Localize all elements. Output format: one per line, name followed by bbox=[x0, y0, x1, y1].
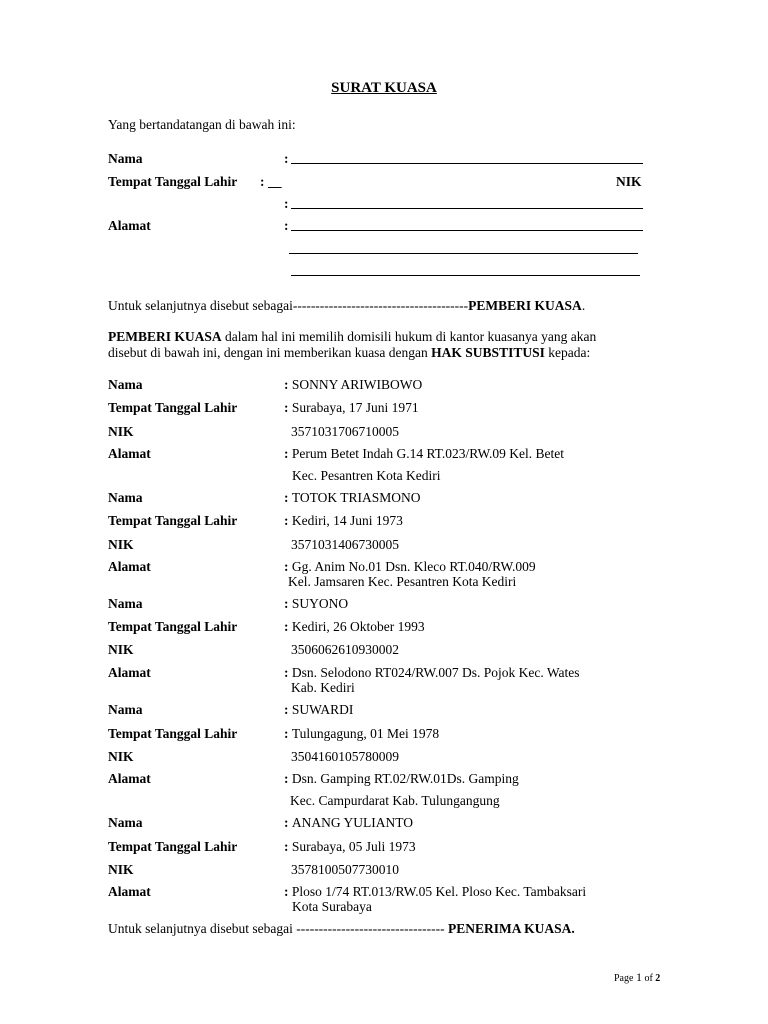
value-alamat-2: Kab. Kediri bbox=[291, 680, 355, 695]
value-nama: : ANANG YULIANTO bbox=[284, 815, 413, 830]
value-nik: 3506062610930002 bbox=[291, 642, 399, 657]
intro-text: Yang bertandatangan di bawah ini: bbox=[108, 117, 296, 132]
value-nama: : SUYONO bbox=[284, 596, 349, 611]
label-ttl: Tempat Tanggal Lahir bbox=[108, 619, 238, 634]
label-alamat: Alamat bbox=[108, 446, 151, 461]
colon: : bbox=[284, 151, 289, 166]
value-nik: 3504160105780009 bbox=[291, 749, 399, 764]
label-nik: NIK bbox=[108, 642, 134, 657]
value-alamat-2: Kec. Pesantren Kota Kediri bbox=[292, 468, 441, 483]
blank-nama-line[interactable] bbox=[291, 163, 643, 164]
value-nama: : SUWARDI bbox=[284, 702, 354, 717]
value-ttl: : Kediri, 26 Oktober 1993 bbox=[284, 619, 425, 634]
document-title: SURAT KUASA bbox=[331, 80, 437, 96]
value-nama: : TOTOK TRIASMONO bbox=[284, 490, 421, 505]
page-number: Page 1 of 2 bbox=[614, 970, 661, 984]
label-nik: NIK bbox=[108, 537, 134, 552]
value-nama: : SONNY ARIWIBOWO bbox=[284, 377, 423, 392]
value-alamat-1: : Ploso 1/74 RT.013/RW.05 Kel. Ploso Kec. Tambaksari bbox=[284, 884, 587, 899]
value-ttl: : Tulungagung, 01 Mei 1978 bbox=[284, 726, 440, 741]
label-nama: Nama bbox=[108, 596, 143, 611]
value-ttl: : Surabaya, 17 Juni 1971 bbox=[284, 400, 419, 415]
label-nama: Nama bbox=[108, 377, 143, 392]
label-ttl: Tempat Tanggal Lahir bbox=[108, 174, 238, 189]
pemberi-kuasa-line: Untuk selanjutnya disebut sebagai---------------------------------------PEMBERI KUASA. bbox=[108, 298, 586, 313]
label-nik-blank: NIK bbox=[616, 174, 642, 189]
ttl-colon: : bbox=[260, 174, 265, 189]
label-nama: Nama bbox=[108, 490, 143, 505]
value-nik: 3571031706710005 bbox=[291, 424, 399, 439]
value-alamat-2: Kel. Jamsaren Kec. Pesantren Kota Kediri bbox=[288, 574, 517, 589]
label-nik: NIK bbox=[108, 424, 134, 439]
value-ttl: : Kediri, 14 Juni 1973 bbox=[284, 513, 403, 528]
label-alamat: Alamat bbox=[108, 771, 151, 786]
label-nama: Nama bbox=[108, 702, 143, 717]
value-nik: 3578100507730010 bbox=[291, 862, 399, 877]
label-alamat: Alamat bbox=[108, 559, 151, 574]
value-alamat-2: Kota Surabaya bbox=[292, 899, 372, 914]
blank-alamat-line-2[interactable] bbox=[289, 253, 638, 254]
blank-alamat-line-1[interactable] bbox=[291, 230, 643, 231]
value-alamat-2: Kec. Campurdarat Kab. Tulungangung bbox=[290, 793, 500, 808]
value-ttl: : Surabaya, 05 Juli 1973 bbox=[284, 839, 416, 854]
colon: : bbox=[284, 218, 289, 233]
label-alamat: Alamat bbox=[108, 884, 151, 899]
label-ttl: Tempat Tanggal Lahir bbox=[108, 839, 238, 854]
value-alamat-1: : Perum Betet Indah G.14 RT.023/RW.09 Kel. Betet bbox=[284, 446, 565, 461]
label-nama: Nama bbox=[108, 815, 143, 830]
domisili-paragraph-line-1: PEMBERI KUASA dalam hal ini memilih domisili hukum di kantor kuasanya yang akan bbox=[108, 329, 597, 344]
label-alamat: Alamat bbox=[108, 665, 151, 680]
blank-alamat-line-3[interactable] bbox=[291, 275, 640, 276]
colon: : bbox=[284, 196, 289, 211]
domisili-paragraph-line-2: disebut di bawah ini, dengan ini memberikan kuasa dengan HAK SUBSTITUSI kepada: bbox=[108, 345, 591, 360]
value-alamat-1: : Dsn. Selodono RT024/RW.007 Ds. Pojok Kec. Wates bbox=[284, 665, 580, 680]
blank-ttl-line[interactable]: __ bbox=[268, 174, 282, 189]
value-nik: 3571031406730005 bbox=[291, 537, 399, 552]
label-nik: NIK bbox=[108, 862, 134, 877]
label-alamat: Alamat bbox=[108, 218, 151, 233]
value-alamat-1: : Gg. Anim No.01 Dsn. Kleco RT.040/RW.009 bbox=[284, 559, 536, 574]
value-alamat-1: : Dsn. Gamping RT.02/RW.01Ds. Gamping bbox=[284, 771, 519, 786]
blank-nik-line[interactable] bbox=[291, 208, 643, 209]
label-ttl: Tempat Tanggal Lahir bbox=[108, 513, 238, 528]
label-nama: Nama bbox=[108, 151, 143, 166]
label-ttl: Tempat Tanggal Lahir bbox=[108, 726, 238, 741]
label-nik: NIK bbox=[108, 749, 134, 764]
penerima-kuasa-line: Untuk selanjutnya disebut sebagai --------------------------------- PENERIMA KUASA. bbox=[108, 921, 575, 936]
label-ttl: Tempat Tanggal Lahir bbox=[108, 400, 238, 415]
